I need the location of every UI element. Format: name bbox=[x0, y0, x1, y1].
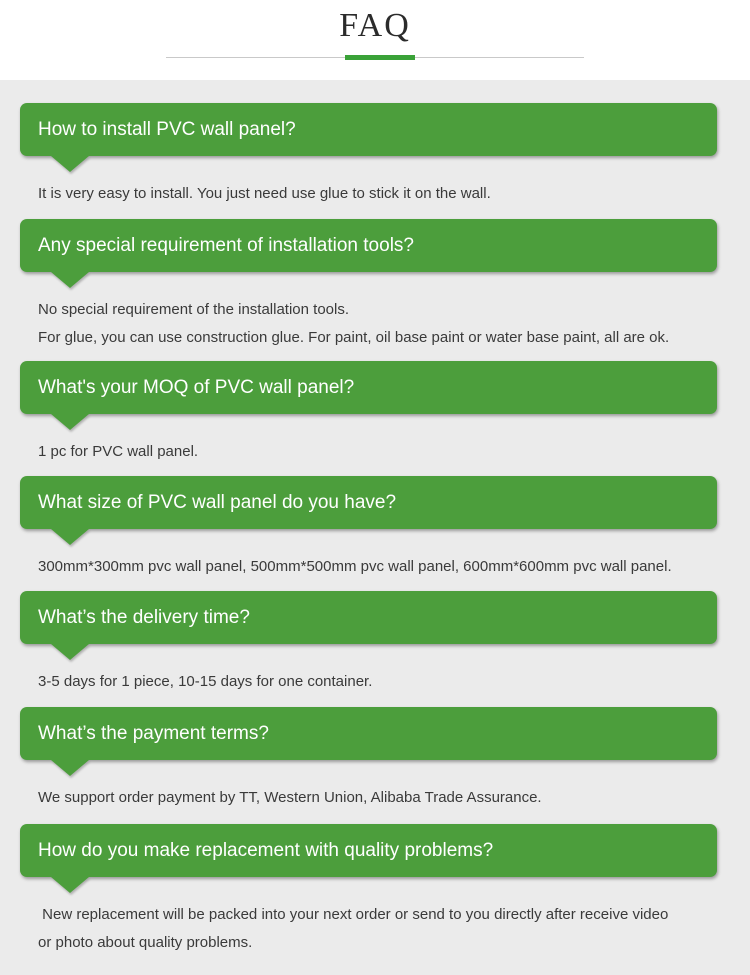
faq-answer-line: No special requirement of the installation tools. bbox=[38, 301, 350, 318]
faq-question-text: How to install PVC wall panel? bbox=[38, 119, 296, 140]
faq-question-payment bbox=[20, 707, 717, 760]
faq-question-install bbox=[20, 103, 717, 156]
faq-question-text: What's your MOQ of PVC wall panel? bbox=[38, 377, 355, 398]
faq-answer-line: We support order payment by TT, Western Union, Alibaba Trade Assurance. bbox=[38, 789, 542, 806]
faq-question-tools bbox=[20, 219, 717, 272]
faq-question-text: What’s the payment terms? bbox=[38, 723, 269, 744]
faq-question-text: What’s the delivery time? bbox=[38, 607, 250, 628]
faq-question-replacement bbox=[20, 824, 717, 877]
faq-answer-line: It is very easy to install. You just need use glue to stick it on the wall. bbox=[38, 185, 491, 202]
faq-answer-install bbox=[38, 180, 728, 208]
faq-question-text: What size of PVC wall panel do you have? bbox=[38, 492, 397, 513]
faq-answer-moq bbox=[38, 438, 728, 466]
faq-answer-delivery bbox=[38, 668, 728, 696]
faq-answer-tools bbox=[38, 296, 728, 352]
faq-answer-line: For glue, you can use construction glue. For paint, oil base paint or water base paint, all are ok. bbox=[38, 329, 670, 346]
faq-answer-line: 3-5 days for 1 piece, 10-15 days for one container. bbox=[38, 673, 373, 690]
faq-question-text: How do you make replacement with quality problems? bbox=[38, 840, 494, 861]
page-title: FAQ bbox=[339, 7, 411, 44]
faq-answer-line: 1 pc for PVC wall panel. bbox=[38, 443, 199, 460]
faq-question-moq bbox=[20, 361, 717, 414]
faq-answer-replacement bbox=[38, 901, 728, 957]
faq-answer-size bbox=[38, 553, 728, 581]
faq-header bbox=[0, 0, 750, 80]
faq-list bbox=[0, 80, 750, 975]
faq-question-delivery bbox=[20, 591, 717, 644]
faq-answer-line: New replacement will be packed into your next order or send to you directly after receive video bbox=[38, 906, 669, 923]
header-accent-bar bbox=[345, 55, 415, 60]
faq-question-text: Any special requirement of installation tools? bbox=[38, 235, 414, 256]
faq-answer-line: 300mm*300mm pvc wall panel, 500mm*500mm pvc wall panel, 600mm*600mm pvc wall panel. bbox=[38, 558, 672, 575]
faq-answer-payment bbox=[38, 784, 728, 812]
faq-answer-line: or photo about quality problems. bbox=[38, 934, 253, 951]
faq-question-size bbox=[20, 476, 717, 529]
